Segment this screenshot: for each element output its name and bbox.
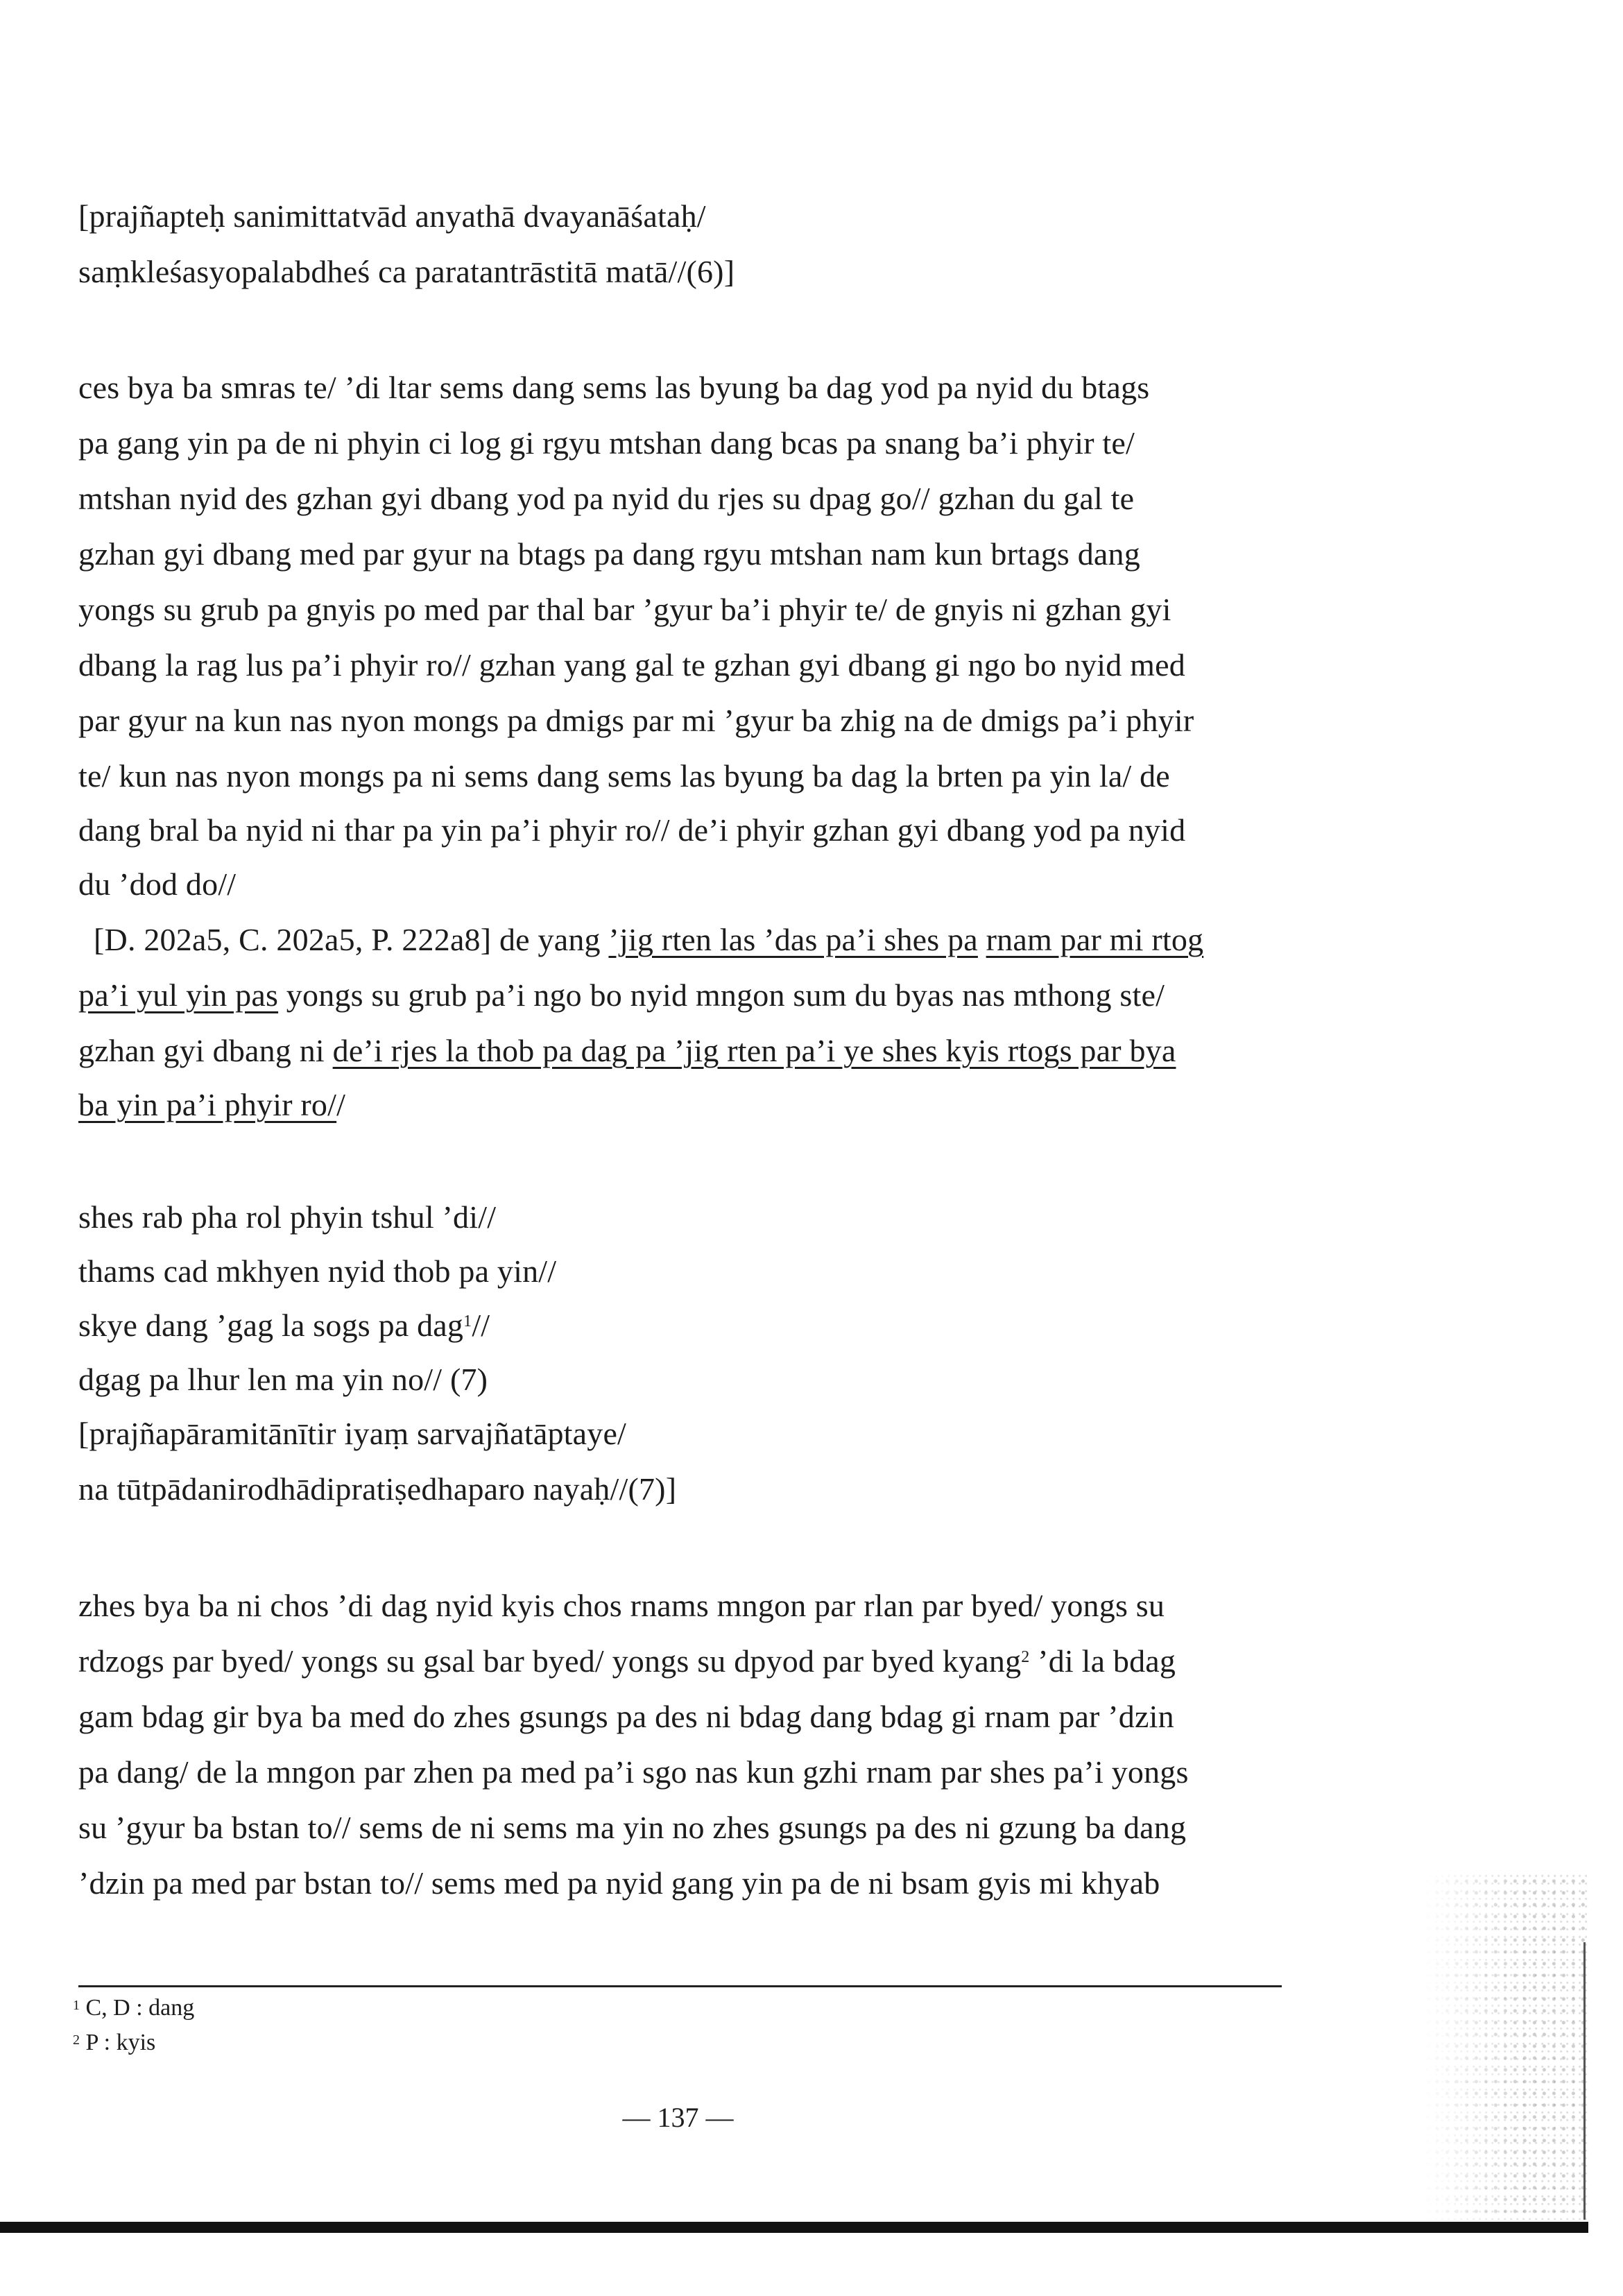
text-span: // [472,1308,490,1343]
sanskrit-verse-line: saṃkleśasyopalabdheś ca paratantrāstitā matā//(6)] [78,254,735,289]
text-line [78,1640,1176,1682]
text-line: su ’gyur ba bstan to// sems de ni sems ma yin no zhes gsungs pa des ni gzung ba dang [78,1810,1187,1845]
text-line [78,1030,1176,1072]
scan-edge-line [1583,1942,1586,2220]
footnote [73,2028,155,2058]
text-line: gam bdag gir bya ba med do zhes gsungs pa des ni bdag dang bdag gi rnam par ’dzin [78,1699,1174,1734]
sanskrit-verse-line: [prajñapāramitānītir iyaṃ sarvajñatāptaye/ [78,1416,627,1451]
text-line: zhes bya ba ni chos ’di dag nyid kyis chos rnams mngon par rlan par byed/ yongs su [78,1588,1165,1623]
footnote-marker: 1 [463,1312,472,1330]
text-span: yongs su grub pa’i ngo bo nyid mngon sum du byas nas mthong ste/ [278,977,1165,1013]
text-line: dang bral ba nyid ni thar pa yin pa’i phyir ro// de’i phyir gzhan gyi dbang yod pa nyid [78,812,1186,848]
verse-line: thams cad mkhyen nyid thob pa yin// [78,1253,557,1289]
text-line [78,1084,345,1126]
text-line: mtshan nyid des gzhan gyi dbang yod pa nyid du rjes su dpag go// gzhan du gal te [78,481,1135,516]
sanskrit-verse-line: [prajñapteḥ sanimittatvād anyathā dvayanāśataḥ/ [78,198,706,234]
footnote-marker: 2 [73,2032,80,2048]
text-span: / [336,1087,346,1122]
text-line: dbang la rag lus pa’i phyir ro// gzhan yang gal te gzhan gyi dbang gi ngo bo nyid med [78,647,1185,683]
text-line: te/ kun nas nyon mongs pa ni sems dang sems las byung ba dag la brten pa yin la/ de [78,758,1170,794]
text-line: ces bya ba smras te/ ’di ltar sems dang sems las byung ba dag yod pa nyid du btags [78,370,1150,405]
verse-line: dgag pa lhur len ma yin no// (7) [78,1362,488,1397]
underlined-phrase: rnam par mi rtog [986,922,1204,957]
underlined-phrase: ba yin pa’i phyir ro/ [78,1087,337,1122]
page-number: — 137 — [622,2102,734,2133]
text-line: par gyur na kun nas nyon mongs pa dmigs par mi ’gyur ba zhig na de dmigs pa’i phyir [78,703,1194,738]
footnote [73,1993,194,2023]
sanskrit-verse-line: na tūtpādanirodhādipratiṣedhaparo nayaḥ//(7)] [78,1471,677,1507]
underlined-phrase: ’jig rten las ’das pa’i shes pa [608,922,978,957]
underlined-phrase: pa’i yul yin pas [78,977,279,1013]
verse-line: shes rab pha rol phyin tshul ’di// [78,1199,497,1235]
text-span [978,922,986,957]
text-span: ’di la bdag [1029,1643,1176,1679]
text-line: ’dzin pa med par bstan to// sems med pa nyid gang yin pa de ni bsam gyis mi khyab [78,1865,1160,1901]
footnote-marker: 1 [73,1998,80,2013]
underlined-phrase: de’i rjes la thob pa dag pa ’jig rten pa’i ye shes kyis rtogs par bya [332,1033,1176,1068]
footnote-divider [78,1985,1282,1987]
footnote-text: P : kyis [80,2030,156,2055]
text-span: gzhan gyi dbang ni [78,1033,333,1068]
text-line: pa gang yin pa de ni phyin ci log gi rgyu mtshan dang bcas pa snang ba’i phyir te/ [78,425,1135,461]
text-line: pa dang/ de la mngon par zhen pa med pa’i sgo nas kun gzhi rnam par shes pa’i yongs [78,1754,1189,1790]
scan-bottom-bar [0,2222,1588,2233]
scan-noise [1422,1873,1588,2220]
text-line: yongs su grub pa gnyis po med par thal bar ’gyur ba’i phyir te/ de gnyis ni gzhan gyi [78,592,1171,627]
footnote-text: C, D : dang [80,1995,195,2021]
text-line [78,975,1165,1016]
text-span: de yang [491,922,609,957]
folio-reference: [D. 202a5, C. 202a5, P. 222a8] [94,922,492,957]
text-span: rdzogs par byed/ yongs su gsal bar byed/ yongs su dpyod par byed kyang [78,1643,1022,1679]
text-line: gzhan gyi dbang med par gyur na btags pa dang rgyu mtshan nam kun brtags dang [78,536,1140,572]
text-span: skye dang ’gag la sogs pa dag [78,1308,464,1343]
text-line [94,919,1203,961]
text-line: du ’dod do// [78,866,237,902]
footnote-marker: 2 [1021,1648,1030,1666]
verse-line [78,1305,490,1346]
